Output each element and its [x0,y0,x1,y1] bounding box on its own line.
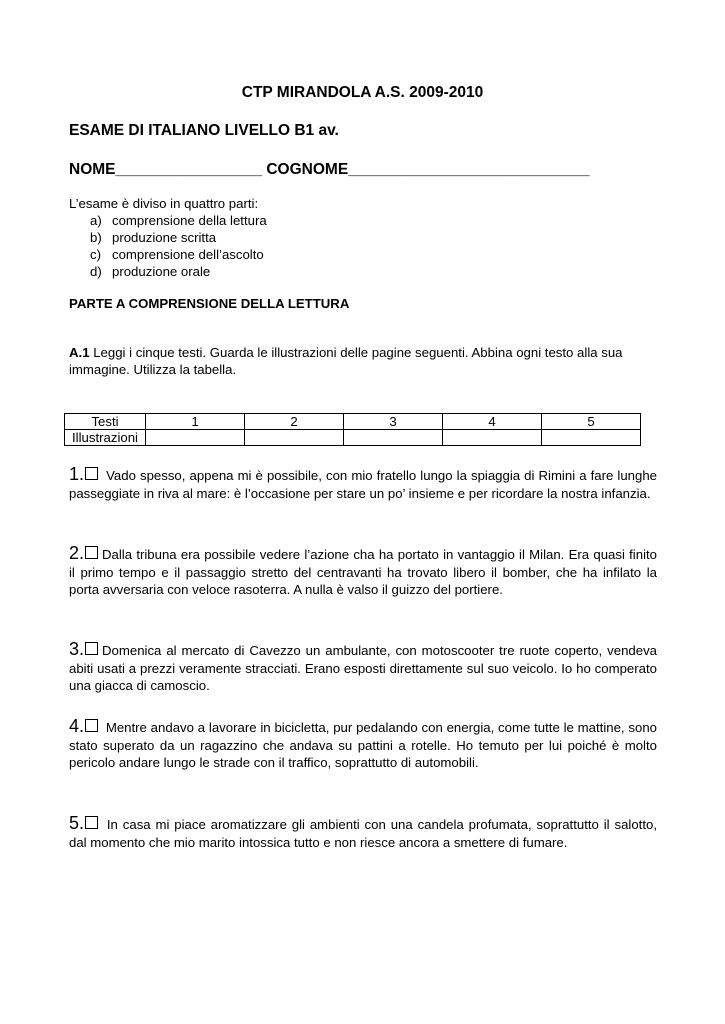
a1-label: A.1 [69,345,90,360]
a1-instructions [69,344,659,378]
answer-cell[interactable] [443,430,542,446]
text-body: Domenica al mercato di Cavezzo un ambulante, con motoscooter tre ruote coperto, vendeva abiti usati a prezzi veramente stracciati. Erano esposti direttamente sul suo veicolo. Io ho comperato una giacca di camoscio. [69,643,657,693]
checkbox-icon[interactable] [85,467,98,480]
checkbox-icon[interactable] [85,816,98,829]
column-header: 5 [542,414,641,430]
table-row [65,414,641,430]
intro-lead: L’esame è diviso in quattro parti: [69,196,259,211]
text-number: 3. [69,639,85,659]
a1-text: Leggi i cinque testi. Guarda le illustrazioni delle pagine seguenti. Abbina ogni testo alla sua immagine. Utilizza la tabella. [69,345,623,377]
text-number: 1. [69,464,85,484]
answer-cell[interactable] [542,430,641,446]
document-title: CTP MIRANDOLA A.S. 2009-2010 [241,84,484,101]
row-label-illustrazioni: Illustrazioni [65,430,146,446]
answer-cell[interactable] [146,430,245,446]
matching-table [64,413,641,446]
list-item: b) produzione scritta [90,230,217,245]
reading-text-5 [69,815,657,851]
text-body: Vado spesso, appena mi è possibile, con mio fratello lungo la spiaggia di Rimini a fare lunghe passeggiate in riva al mare: è l’occasione per stare un po’ insieme e per ricordare la nostra infanzia. [69,468,657,501]
reading-text-3 [69,641,657,695]
list-item: c) comprensione dell’ascolto [90,247,264,262]
reading-text-2 [69,545,657,599]
text-number: 2. [69,543,85,563]
text-body: In casa mi piace aromatizzare gli ambienti con una candela profumata, soprattutto il salotto, dal momento che mio marito intossica tutto e non riesce ancora a smettere di fumare. [69,817,657,850]
table-row [65,430,641,446]
reading-text-4 [69,718,657,772]
checkbox-icon[interactable] [85,642,98,655]
text-body: Dalla tribuna era possibile vedere l’azione cha ha portato in vantaggio il Milan. Era quasi finito il primo tempo e il passaggio stretto del centravanti ha trovato libero il bomber, che ha infilato la porta avversaria con veloce rasoterra. A nulla è valso il guizzo del portiere. [69,547,657,597]
section-a-title: PARTE A COMPRENSIONE DELLA LETTURA [69,296,350,311]
text-body: Mentre andavo a lavorare in bicicletta, pur pedalando con energia, come tutte le mattine, sono stato superato da un ragazzino che andava su pattini a rotelle. Ho temuto per lui poiché è molto pericolo andare lungo le strade con il traffico, soprattutto di automobili. [69,720,657,770]
list-item: d) produzione orale [90,264,211,279]
column-header: 3 [344,414,443,430]
checkbox-icon[interactable] [85,719,98,732]
name-surname-line: NOME_________________ COGNOME____________________________ [69,161,590,178]
exam-heading: ESAME DI ITALIANO LIVELLO B1 av. [69,122,339,139]
list-item: a) comprensione della lettura [90,213,267,228]
answer-cell[interactable] [344,430,443,446]
reading-text-1 [69,466,657,502]
column-header: 1 [146,414,245,430]
exam-intro [69,195,267,280]
parts-list [69,212,267,280]
answer-cell[interactable] [245,430,344,446]
checkbox-icon[interactable] [85,546,98,559]
column-header: 4 [443,414,542,430]
row-label-testi: Testi [65,414,146,430]
column-header: 2 [245,414,344,430]
text-number: 5. [69,813,85,833]
text-number: 4. [69,716,85,736]
